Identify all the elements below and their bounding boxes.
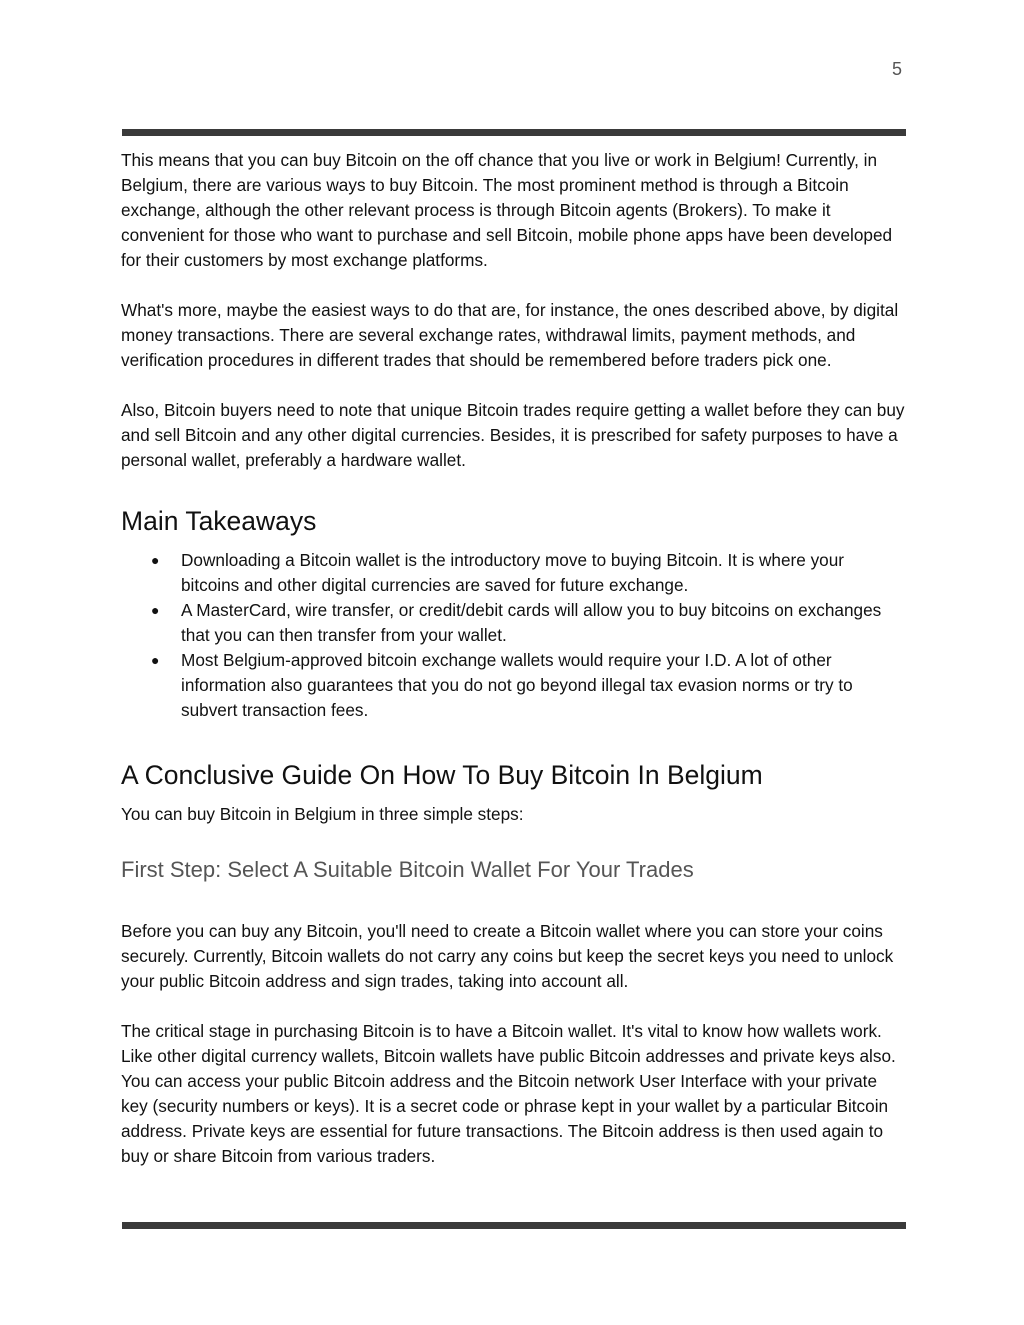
- bottom-divider: [122, 1222, 906, 1229]
- guide-paragraph-2: The critical stage in purchasing Bitcoin is to have a Bitcoin wallet. It's vital to know how wallets work. Like other digital currency wallets, Bitcoin wallets have public Bitcoin addresses and private keys also. You can access your public Bitcoin address and the Bitcoin network User Interface with your private key (security numbers or keys). It is a secret code or phrase kept in your wallet by a particular Bitcoin address. Private keys are essential for future transactions. The Bitcoin address is then used again to buy or share Bitcoin from various traders.: [121, 1021, 896, 1166]
- bullet-icon: ●: [151, 552, 160, 568]
- list-item: [121, 598, 905, 648]
- page-number: 5: [891, 59, 902, 79]
- guide-intro: You can buy Bitcoin in Belgium in three simple steps:: [121, 804, 524, 824]
- document-body: [121, 148, 905, 1169]
- top-divider: [122, 129, 906, 136]
- intro-paragraph-1: This means that you can buy Bitcoin on the off chance that you live or work in Belgium! Currently, in Belgium, there are various ways to buy Bitcoin. The most prominent method is through a Bitcoin exchange, although the other relevant process is through Bitcoin agents (Brokers). To make it convenient for those who want to purchase and sell Bitcoin, mobile phone apps have been developed for their customers by most exchange platforms.: [121, 150, 893, 270]
- bullet-icon: ●: [151, 602, 160, 618]
- guide-heading: A Conclusive Guide On How To Buy Bitcoin In Belgium: [121, 760, 763, 790]
- list-item-text: A MasterCard, wire transfer, or credit/debit cards will allow you to buy bitcoins on exchanges that you can then transfer from your wallet.: [181, 600, 882, 645]
- step1-heading: First Step: Select A Suitable Bitcoin Wallet For Your Trades: [121, 857, 694, 882]
- takeaways-heading: Main Takeaways: [121, 506, 317, 536]
- guide-paragraph-1: Before you can buy any Bitcoin, you'll need to create a Bitcoin wallet where you can store your coins securely. Currently, Bitcoin wallets do not carry any coins but keep the secret keys you need to unlock your public Bitcoin address and sign trades, taking into account all.: [121, 921, 894, 991]
- list-item: [121, 548, 905, 598]
- list-item-text: Most Belgium-approved bitcoin exchange wallets would require your I.D. A lot of other information also guarantees that you do not go beyond illegal tax evasion norms or try to subvert transaction fees.: [181, 650, 853, 720]
- list-item: [121, 648, 905, 723]
- intro-paragraph-3: Also, Bitcoin buyers need to note that unique Bitcoin trades require getting a wallet before they can buy and sell Bitcoin and any other digital currencies. Besides, it is prescribed for safety purposes to have a personal wallet, preferably a hardware wallet.: [121, 400, 905, 470]
- bullet-icon: ●: [151, 652, 160, 668]
- list-item-text: Downloading a Bitcoin wallet is the introductory move to buying Bitcoin. It is where your bitcoins and other digital currencies are saved for future exchange.: [181, 550, 845, 595]
- takeaways-list: [121, 548, 905, 723]
- intro-paragraph-2: What's more, maybe the easiest ways to do that are, for instance, the ones described above, by digital money transactions. There are several exchange rates, withdrawal limits, payment methods, and verification procedures in different trades that should be remembered before traders pick one.: [121, 300, 899, 370]
